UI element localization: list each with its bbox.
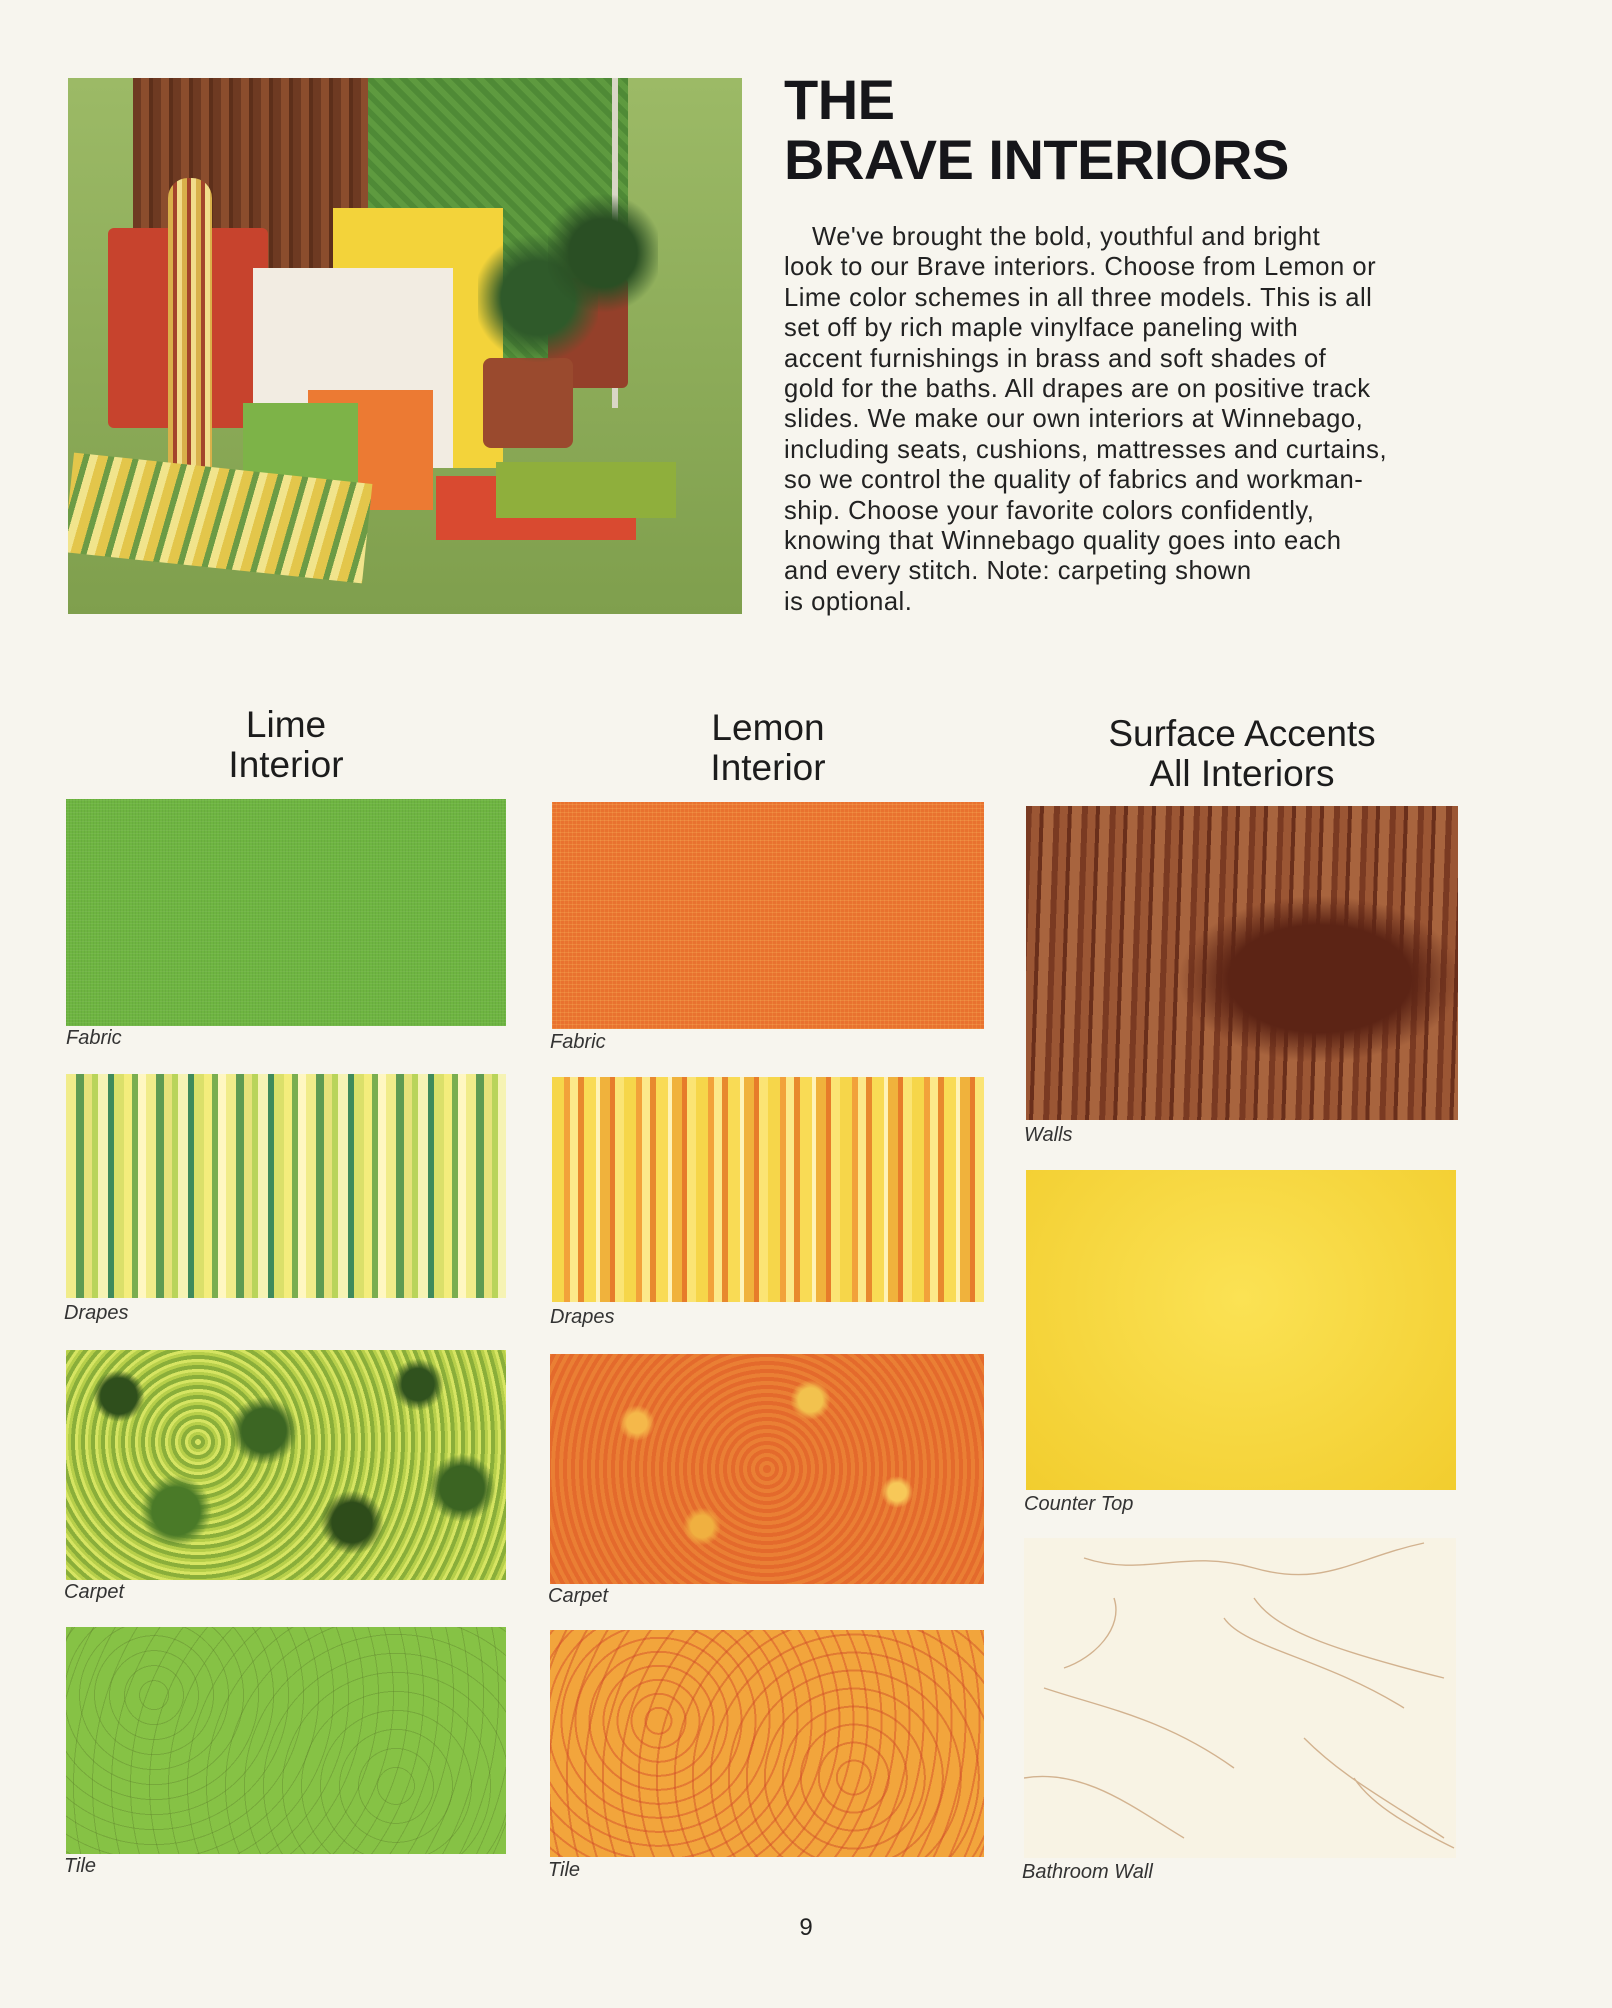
lemon-fabric-swatch: [552, 802, 984, 1029]
body-line: accent furnishings in brass and soft shades of: [784, 344, 1327, 373]
body-paragraph: [784, 222, 1564, 617]
lemon-fabric-caption: Fabric: [550, 1031, 606, 1053]
lemon-tile-swatch: [550, 1630, 984, 1857]
body-line: so we control the quality of fabrics and workman-: [784, 466, 1364, 495]
body-line: is optional.: [784, 587, 913, 616]
lemon-drapes-caption: Drapes: [550, 1306, 615, 1328]
title-line-1: THE: [784, 68, 895, 131]
lime-fabric-caption: Fabric: [66, 1027, 122, 1049]
interior-materials-photo: [68, 78, 742, 614]
body-line: We've brought the bold, youthful and bright: [812, 223, 1321, 251]
body-line: look to our Brave interiors. Choose from Lemon or: [784, 253, 1377, 282]
body-line: knowing that Winnebago quality goes into each: [784, 527, 1342, 556]
lime-carpet-swatch: [66, 1350, 506, 1580]
counter-top-swatch: [1026, 1170, 1456, 1490]
bathroom-wall-swatch: [1024, 1538, 1456, 1858]
lime-heading: [66, 705, 506, 785]
walls-swatch: [1026, 806, 1458, 1120]
body-line: ship. Choose your favorite colors confidently,: [784, 496, 1315, 525]
lime-carpet-caption: Carpet: [64, 1581, 125, 1603]
lemon-carpet-caption: Carpet: [548, 1585, 609, 1607]
lime-heading-line-2: Interior: [228, 744, 344, 785]
lime-tile-swatch: [66, 1627, 506, 1854]
lime-heading-line-1: Lime: [245, 704, 327, 745]
page-number: 9: [799, 1914, 813, 1941]
lemon-drapes-swatch: [552, 1077, 984, 1302]
body-line: slides. We make our own interiors at Winnebago,: [784, 405, 1364, 434]
body-line: including seats, cushions, mattresses and curtains,: [784, 435, 1388, 464]
surface-heading-line-2: All Interiors: [1149, 753, 1335, 794]
surface-heading-line-1: Surface Accents: [1108, 713, 1376, 754]
page-title: [784, 70, 1564, 190]
title-line-2: BRAVE INTERIORS: [784, 128, 1289, 191]
lemon-heading-line-2: Interior: [710, 747, 826, 788]
lemon-carpet-swatch: [550, 1354, 984, 1584]
walls-caption: Walls: [1024, 1124, 1073, 1146]
lemon-tile-caption: Tile: [548, 1859, 581, 1881]
lemon-heading-line-1: Lemon: [711, 707, 825, 748]
lemon-heading: [552, 708, 984, 788]
surface-heading: [1026, 714, 1458, 794]
body-line: set off by rich maple vinylface paneling with: [784, 314, 1299, 343]
lime-fabric-swatch: [66, 799, 506, 1026]
bathroom-wall-caption: Bathroom Wall: [1022, 1861, 1153, 1883]
body-line: gold for the baths. All drapes are on positive track: [784, 375, 1371, 404]
body-line: and every stitch. Note: carpeting shown: [784, 557, 1252, 586]
lime-drapes-swatch: [66, 1074, 506, 1298]
bathroom-wall-marble-veins: [1024, 1538, 1456, 1858]
lime-tile-caption: Tile: [64, 1855, 97, 1877]
counter-top-caption: Counter Top: [1024, 1493, 1134, 1515]
lime-drapes-caption: Drapes: [64, 1302, 129, 1324]
body-line: Lime color schemes in all three models. This is all: [784, 283, 1373, 312]
